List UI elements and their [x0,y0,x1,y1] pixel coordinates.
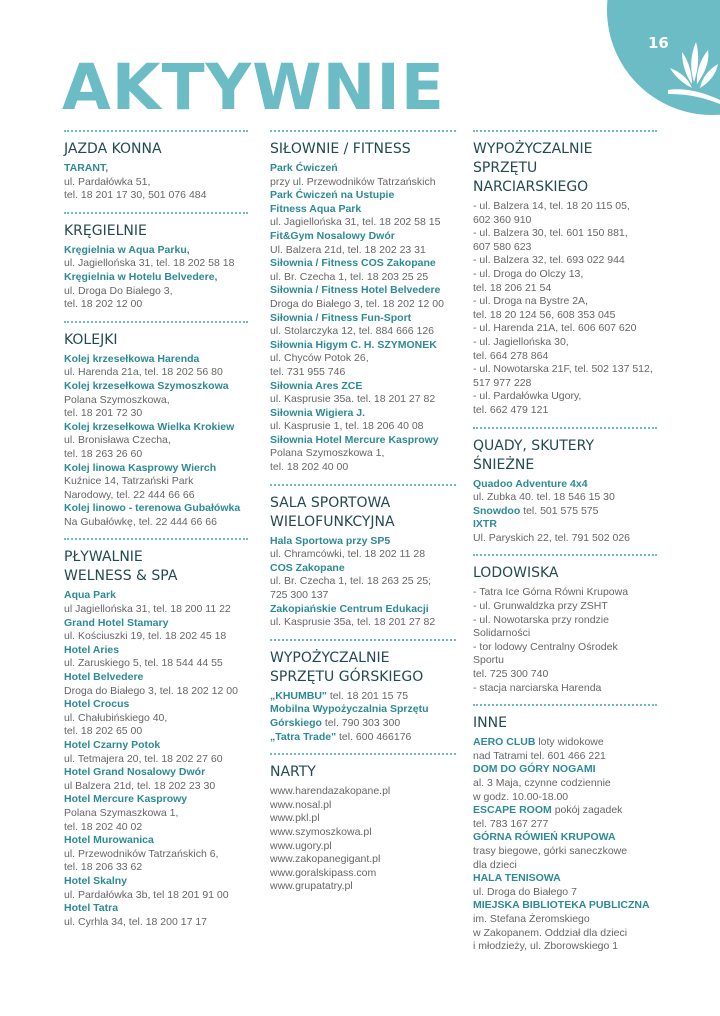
list-item [473,763,657,804]
text-line: - ul. Balzera 30, tel. 601 150 881, [473,227,628,240]
entry-detail: loty widokowe [538,736,604,749]
list-item [64,502,248,529]
section-title-line: SPRZĘTU GÓRSKIEGO [270,668,424,685]
entry-detail: ul. Tetmajera 20, tel. 18 202 27 60 [64,752,223,765]
text-line: Sportu [473,654,504,667]
entry-name: Siłownia / Fitness Fun-Sport [270,311,412,324]
list-item [270,230,456,257]
page-number: 16 [648,34,669,52]
text-line: www.ugory.pl [270,839,332,852]
section-divider [473,704,657,706]
list-item [270,189,456,203]
entry-detail: ul. Pardałówka 51, [64,175,151,188]
section [270,753,456,894]
text-line: tel. 18 206 21 54 [473,281,552,294]
text-line: Solidarności [473,627,531,640]
entry-detail: ul. Jagiellońska 31, tel. 18 202 58 15 [270,216,441,229]
section-title [473,714,657,733]
entry-detail: ul. Zaruskiego 5, tel. 18 544 44 55 [64,657,223,670]
entry-name: Hotel Belvedere [64,671,144,684]
entry-name: Grand Hotel Stamary [64,616,169,629]
section-divider [473,130,657,132]
entry-detail: nad Tatrami tel. 601 466 221 [473,749,606,762]
list-item [64,462,248,503]
entry-name: Kręgielnia w Hotelu Belvedere, [64,270,218,283]
entry-detail: dla dzieci [473,858,517,871]
entry-name: Hotel Mercure Kasprowy [64,793,188,806]
text-line: 602 360 910 [473,213,532,226]
list-item [270,603,456,630]
section [473,427,657,546]
section-title [64,331,248,350]
entry-detail: Polana Szymoszkowa 1, [270,447,385,460]
entry-detail: tel. 18 201 72 30 [64,407,143,420]
section-divider [270,484,456,486]
text-line: - ul. Jagiellońska 30, [473,335,569,348]
entry-detail: i młodzieży, ul. Zborowskiego 1 [473,940,619,953]
text-line: 517 977 228 [473,376,532,389]
text-line: tel. 725 300 740 [473,668,549,681]
entry-detail: ul. Chałubińskiego 40, [64,711,168,724]
entry-name: Kolej krzesełkowa Szymoszkowa [64,379,229,392]
section-title-line: WELNESS & SPA [64,568,178,585]
entry-name: Siłownia Higym C. H. SZYMONEK [270,338,437,351]
entry-detail: ul. Kasprusie 35a, tel. 18 201 27 82 [270,616,436,629]
entry-name: „Tatra Trade" [270,730,337,743]
text-line: - ul. Balzera 32, tel. 693 022 944 [473,254,625,267]
entry-detail: im. Stefana Żeromskiego [473,912,590,925]
section [270,130,456,475]
entry-name: Kolej krzesełkowa Harenda [64,352,200,365]
section-title-line: KRĘGIELNIE [64,222,147,239]
section-title-line: LODOWISKA [473,565,559,582]
section-divider [473,427,657,429]
list-item [270,162,456,189]
entry-name: MIEJSKA BIBLIOTEKA PUBLICZNA [473,899,650,912]
section-title [473,437,657,475]
entry-detail: Droga do Białego 3, tel. 18 202 12 00 [270,297,444,310]
text-line: - ul. Grunwaldzka przy ZSHT [473,600,608,613]
section-title [270,140,456,159]
list-item [64,739,248,766]
section-lines [473,586,657,695]
list-item [64,162,248,203]
list-item [270,535,456,562]
entry-detail: ul. Przewodników Tatrzańskich 6, [64,847,219,860]
section-title-line: QUADY, SKUTERY [473,437,595,454]
section-title [473,564,657,583]
section-title-line: ŚNIEŻNE [473,456,535,473]
section [473,130,657,418]
entry-detail: trasy biegowe, górki saneczkowe [473,844,628,857]
entry-detail: Narodowy, tel. 22 444 66 66 [64,488,195,501]
entry-detail: ul. Chramcówki, tel. 18 202 11 28 [270,548,426,561]
list-item [64,617,248,644]
section-title [473,140,657,197]
section [270,484,456,630]
section-title-line: WYPOŻYCZALNIE [270,649,390,666]
entry-detail: ul. Kościuszki 19, tel. 18 202 45 18 [64,630,227,643]
entry-detail: w godz. 10.00-18.00 [473,790,569,803]
text-line: www.nosal.pl [270,798,332,811]
entry-name: Hotel Aries [64,643,120,656]
entry-detail: tel. 18 202 12 00 [64,298,143,311]
entry-detail: Ul. Paryskich 22, tel. 791 502 026 [473,531,631,544]
entry-name: Hotel Tatra [64,902,119,915]
entry-detail: ul. Zubka 40. tel. 18 546 15 30 [473,491,615,504]
entry-name: Kolej linowo - terenowa Gubałówka [64,502,241,515]
entry-name: HALA TENISOWA [473,872,561,885]
list-item [473,518,657,545]
entry-name: DOM DO GÓRY NOGAMI [473,763,596,776]
list-item [473,478,657,505]
text-line: www.grupatatry.pl [270,880,353,893]
text-line: tel. 664 278 864 [473,349,549,362]
entry-detail: ul Balzera 21d, tel. 18 202 23 30 [64,779,216,792]
section-title [270,763,456,782]
entry-detail: ul. Stolarczyka 12, tel. 884 666 126 [270,325,435,338]
entry-name: Siłownia Ares ZCE [270,379,363,392]
entry-detail: ul. Kasprusie 35a. tel. 18 201 27 82 [270,393,436,406]
entry-detail: ul. Harenda 21a, tel. 18 202 56 80 [64,366,223,379]
entry-name: AERO CLUB [473,736,536,749]
section-title [64,548,248,586]
entry-name: Siłownia / Fitness Hotel Belvedere [270,284,441,297]
section-title-line: SPRZĘTU [473,160,538,176]
list-item [64,793,248,834]
entry-detail: ul. Chyców Potok 26, [270,352,369,365]
section-title-line: SIŁOWNIE / FITNESS [270,141,411,157]
entry-detail: Polana Szymoszkowa, [64,393,170,406]
entry-detail: ul. Bronisława Czecha, [64,434,171,447]
text-line: tel. 662 479 121 [473,403,549,416]
section-divider [270,130,456,132]
entry-detail: pokój zagadek [554,804,623,817]
section-title-line: JAZDA KONNA [64,141,162,157]
entry-detail: ul. Br. Czecha 1, tel. 18 263 25 25; [270,575,432,588]
text-line: www.goralskipass.com [270,866,377,879]
entry-detail: Ul. Balzera 21d, tel. 18 202 23 31 [270,243,426,256]
entry-name: Quadoo Adventure 4x4 [473,477,588,490]
section-title-line: KOLEJKI [64,331,118,348]
text-line: - ul. Nowotarska przy rondzie [473,613,609,626]
entry-detail: tel. 600 466176 [338,730,412,743]
entry-detail: ul. Br. Czecha 1, tel. 18 203 25 25 [270,270,429,283]
entry-name: Zakopiańskie Centrum Edukacji [270,602,429,615]
entry-detail: al. 3 Maja, czynne codziennie [473,777,611,789]
text-line: - ul. Balzera 14, tel. 18 20 115 05, [473,200,630,212]
entry-detail: tel. 18 263 26 60 [64,447,143,460]
entry-detail: tel. 790 303 300 [324,717,401,729]
section [473,554,657,695]
list-item [270,562,456,603]
section [473,704,657,954]
list-item [64,589,248,616]
entry-name: Hotel Crocus [64,698,130,711]
section-title-line: NARCIARSKIEGO [473,179,589,195]
entry-detail: tel. 18 201 15 75 [329,689,409,702]
list-item [270,339,456,380]
section-title-line: INNE [473,715,507,732]
section-divider [64,130,248,132]
entry-name: Snowdoo [473,504,521,517]
list-item [270,312,456,339]
section [64,321,248,530]
entry-detail: tel. 501 575 575 [523,504,599,517]
entry-detail: przy ul. Przewodników Tatrzańskich [270,175,436,188]
entry-detail: w Zakopanem. Oddział dla dzieci [473,926,628,939]
list-item [473,804,657,831]
column-2 [270,130,456,903]
entry-name: TARANT, [64,162,109,174]
entry-detail: tel. 18 202 40 00 [270,461,349,474]
section-divider [270,639,456,641]
section-title [270,649,456,687]
list-item [64,671,248,698]
entry-name: Aqua Park [64,589,116,602]
leaf-logo-icon [664,38,720,104]
list-item [64,766,248,793]
list-item [64,698,248,739]
entry-name: Mobilna Wypożyczalnia Sprzętu Górskiego [270,703,429,729]
section-title-line: NARTY [270,764,316,781]
list-item [64,902,248,929]
entry-name: Park Ćwiczeń na Ustupie [270,189,395,202]
entry-detail: tel. 783 167 277 [473,817,549,830]
text-line: - ul. Harenda 21A, tel. 606 607 620 [473,322,637,335]
list-item [64,875,248,902]
entry-name: IXTR [473,518,497,531]
text-line: - stacja narciarska Harenda [473,681,602,694]
list-item [473,505,657,519]
text-line: - ul. Nowotarska 21F, tel. 502 137 512, [473,363,653,376]
entry-name: GÓRNA RÓWIEŃ KRUPOWA [473,831,616,844]
entry-name: Hala Sportowa przy SP5 [270,534,391,547]
list-item [64,271,248,312]
entry-detail: ul. Kasprusie 1, tel. 18 206 40 08 [270,420,424,433]
list-item [64,834,248,875]
entry-name: Fit&Gym Nosalowy Dwór [270,229,395,242]
section-title-line: SALA SPORTOWA [270,494,391,511]
entry-name: Hotel Grand Nosalowy Dwór [64,766,206,779]
entry-detail: tel. 18 202 65 00 [64,725,143,738]
text-line: - ul. Pardałówka Ugory, [473,390,582,403]
section [64,212,248,312]
entry-name: Hotel Murowanica [64,834,154,847]
list-item [64,244,248,271]
section-lines [473,200,657,418]
section [270,639,456,744]
entry-detail: ul. Droga do Białego 7 [473,885,577,898]
section-title-line: WIELOFUNKCYJNA [270,513,395,530]
entry-detail: Polana Szymaszkowa 1, [64,806,179,819]
entry-detail: tel. 18 206 33 62 [64,861,143,874]
text-line: www.szymoszkowa.pl [270,825,372,838]
list-item [473,899,657,953]
list-item [64,644,248,671]
entry-name: „KHUMBU" [270,689,327,702]
entry-name: ESCAPE ROOM [473,804,552,817]
text-line: www.harendazakopane.pl [270,785,391,798]
entry-name: Kolej krzesełkowa Wielka Krokiew [64,420,235,433]
list-item [270,434,456,475]
entry-name: Hotel Skalny [64,874,128,887]
text-line: www.pkl.pl [270,812,320,825]
text-line: - Tatra Ice Górna Równi Krupowa [473,586,629,599]
list-item [64,353,248,380]
text-line: tel. 18 20 124 56, 608 353 045 [473,308,616,321]
section-title-line: WYPOŻYCZALNIE [473,141,593,157]
list-item [270,257,456,284]
entry-detail: ul. Jagiellońska 31, tel. 18 202 58 18 [64,257,235,270]
list-item [270,407,456,434]
section-divider [270,753,456,755]
text-line: - ul. Droga do Olczy 13, [473,267,584,280]
list-item [270,703,456,730]
text-line: www.zakopanegigant.pl [270,853,381,866]
section-title [270,494,456,532]
section-lines [270,785,456,894]
column-3 [473,130,657,963]
section-title [64,222,248,241]
list-item [473,736,657,763]
entry-name: Siłownia Hotel Mercure Kasprowy [270,433,439,446]
list-item [270,380,456,407]
section-divider [64,321,248,323]
list-item [473,831,657,872]
text-line: - tor lodowy Centralny Ośrodek [473,640,618,653]
entry-detail: tel. 731 955 746 [270,365,346,378]
entry-name: Kolej linowa Kasprowy Wierch [64,461,217,474]
list-item [270,203,456,230]
section-title [64,140,248,159]
entry-detail: ul Jagiellońska 31, tel. 18 200 11 22 [64,603,231,616]
text-line: 607 580 623 [473,240,532,253]
list-item [64,421,248,462]
entry-detail: 725 300 137 [270,589,329,602]
section-title-line: PŁYWALNIE [64,549,143,566]
entry-name: Siłownia / Fitness COS Zakopane [270,257,436,270]
entry-detail: Droga do Białego 3, tel. 18 202 12 00 [64,684,238,697]
section [64,538,248,929]
column-1 [64,130,248,938]
entry-name: Hotel Czarny Potok [64,739,161,751]
entry-name: COS Zakopane [270,561,345,574]
section-divider [473,554,657,556]
entry-detail: ul. Cyrhla 34, tel. 18 200 17 17 [64,915,208,928]
entry-detail: Na Gubałówkę, tel. 22 444 66 66 [64,515,217,528]
list-item [64,380,248,421]
entry-name: Park Ćwiczeń [270,162,338,174]
entry-detail: tel. 18 201 17 30, 501 076 484 [64,189,207,202]
text-line: - ul. Droga na Bystre 2A, [473,295,588,308]
page-title: AKTYWNIE [62,51,445,124]
list-item [270,690,456,704]
section-divider [64,212,248,214]
section [64,130,248,203]
list-item [473,872,657,899]
entry-detail: tel. 18 202 40 02 [64,820,143,833]
entry-name: Siłownia Wigiera J. [270,406,366,419]
entry-detail: ul. Pardałówka 3b, tel 18 201 91 00 [64,888,229,901]
list-item [270,731,456,745]
entry-detail: ul. Droga Do Białego 3, [64,284,173,297]
entry-name: Kręgielnia w Aqua Parku, [64,243,190,256]
entry-detail: Kuźnice 14, Tatrzański Park [64,475,194,488]
section-divider [64,538,248,540]
entry-name: Fitness Aqua Park [270,202,362,215]
list-item [270,284,456,311]
